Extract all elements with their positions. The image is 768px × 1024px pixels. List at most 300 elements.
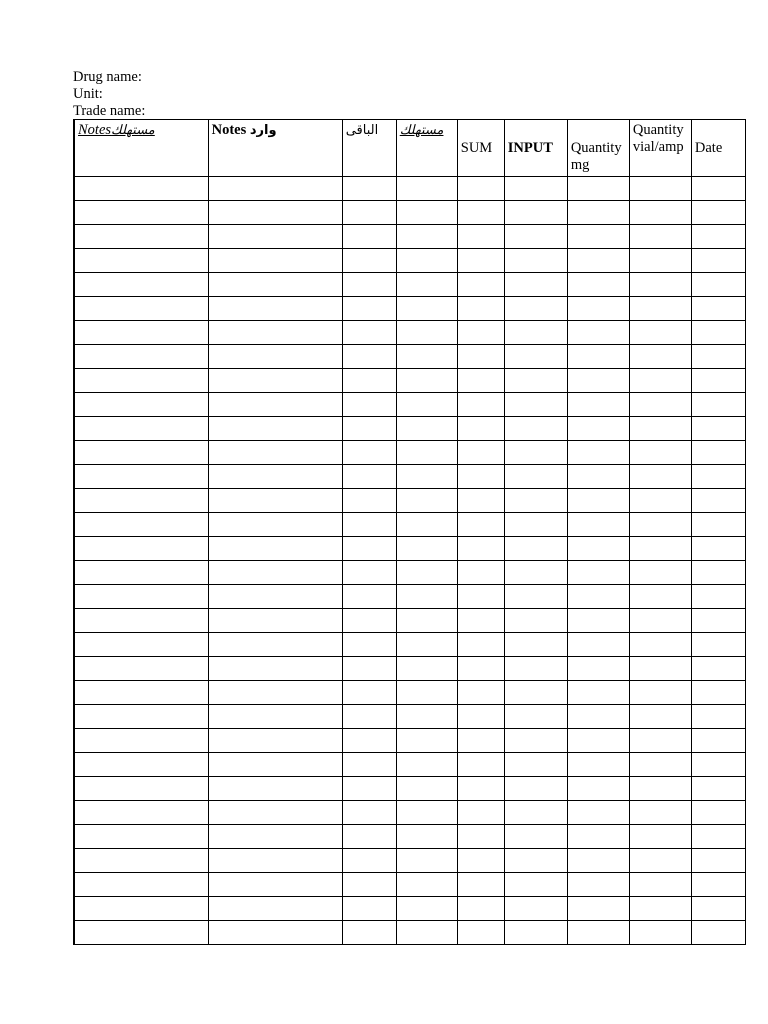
- table-cell-remaining[interactable]: [342, 345, 396, 369]
- table-cell-quantity-vial-amp[interactable]: [629, 537, 691, 561]
- table-cell-consumed[interactable]: [396, 657, 457, 681]
- table-cell-quantity-vial-amp[interactable]: [629, 561, 691, 585]
- table-cell-input[interactable]: [504, 705, 567, 729]
- table-cell-date[interactable]: [691, 489, 745, 513]
- table-cell-notes-consumed[interactable]: [74, 249, 208, 273]
- table-cell-quantity-mg[interactable]: [567, 681, 629, 705]
- table-cell-sum[interactable]: [457, 897, 504, 921]
- table-cell-notes-consumed[interactable]: [74, 417, 208, 441]
- table-cell-notes-input[interactable]: [208, 465, 342, 489]
- table-cell-quantity-vial-amp[interactable]: [629, 369, 691, 393]
- table-cell-remaining[interactable]: [342, 777, 396, 801]
- table-cell-date[interactable]: [691, 585, 745, 609]
- table-cell-remaining[interactable]: [342, 729, 396, 753]
- table-cell-sum[interactable]: [457, 273, 504, 297]
- table-cell-notes-consumed[interactable]: [74, 849, 208, 873]
- table-cell-notes-consumed[interactable]: [74, 513, 208, 537]
- table-cell-date[interactable]: [691, 753, 745, 777]
- table-cell-quantity-mg[interactable]: [567, 657, 629, 681]
- table-cell-consumed[interactable]: [396, 681, 457, 705]
- table-cell-input[interactable]: [504, 849, 567, 873]
- table-cell-remaining[interactable]: [342, 321, 396, 345]
- table-cell-notes-input[interactable]: [208, 825, 342, 849]
- table-cell-sum[interactable]: [457, 729, 504, 753]
- table-cell-consumed[interactable]: [396, 777, 457, 801]
- table-cell-input[interactable]: [504, 465, 567, 489]
- table-cell-quantity-vial-amp[interactable]: [629, 753, 691, 777]
- table-cell-date[interactable]: [691, 897, 745, 921]
- table-cell-input[interactable]: [504, 777, 567, 801]
- table-cell-quantity-mg[interactable]: [567, 849, 629, 873]
- table-cell-remaining[interactable]: [342, 249, 396, 273]
- table-cell-input[interactable]: [504, 897, 567, 921]
- table-cell-quantity-vial-amp[interactable]: [629, 585, 691, 609]
- table-cell-input[interactable]: [504, 657, 567, 681]
- col-header-sum: SUM: [457, 120, 504, 177]
- table-cell-quantity-mg[interactable]: [567, 513, 629, 537]
- table-cell-notes-consumed[interactable]: [74, 369, 208, 393]
- table-cell-date[interactable]: [691, 321, 745, 345]
- table-cell-quantity-mg[interactable]: [567, 633, 629, 657]
- table-cell-date[interactable]: [691, 705, 745, 729]
- table-cell-date[interactable]: [691, 441, 745, 465]
- table-cell-consumed[interactable]: [396, 897, 457, 921]
- table-cell-remaining[interactable]: [342, 537, 396, 561]
- table-cell-input[interactable]: [504, 801, 567, 825]
- table-cell-remaining[interactable]: [342, 225, 396, 249]
- table-cell-input[interactable]: [504, 609, 567, 633]
- table-cell-remaining[interactable]: [342, 441, 396, 465]
- table-cell-notes-consumed[interactable]: [74, 201, 208, 225]
- table-cell-input[interactable]: [504, 177, 567, 201]
- table-cell-remaining[interactable]: [342, 753, 396, 777]
- table-cell-date[interactable]: [691, 225, 745, 249]
- table-cell-sum[interactable]: [457, 537, 504, 561]
- table-cell-input[interactable]: [504, 489, 567, 513]
- table-cell-notes-input[interactable]: [208, 441, 342, 465]
- table-cell-input[interactable]: [504, 729, 567, 753]
- table-cell-input[interactable]: [504, 561, 567, 585]
- table-cell-remaining[interactable]: [342, 849, 396, 873]
- table-cell-notes-input[interactable]: [208, 489, 342, 513]
- table-cell-sum[interactable]: [457, 921, 504, 945]
- table-cell-date[interactable]: [691, 729, 745, 753]
- table-cell-input[interactable]: [504, 225, 567, 249]
- table-cell-quantity-mg[interactable]: [567, 705, 629, 729]
- table-cell-quantity-vial-amp[interactable]: [629, 633, 691, 657]
- table-cell-sum[interactable]: [457, 825, 504, 849]
- table-cell-quantity-mg[interactable]: [567, 897, 629, 921]
- table-cell-sum[interactable]: [457, 441, 504, 465]
- table-cell-notes-consumed[interactable]: [74, 633, 208, 657]
- table-cell-input[interactable]: [504, 825, 567, 849]
- table-cell-consumed[interactable]: [396, 705, 457, 729]
- table-cell-input[interactable]: [504, 633, 567, 657]
- table-cell-quantity-vial-amp[interactable]: [629, 513, 691, 537]
- table-cell-input[interactable]: [504, 873, 567, 897]
- table-cell-quantity-mg[interactable]: [567, 321, 629, 345]
- table-cell-notes-input[interactable]: [208, 921, 342, 945]
- table-cell-quantity-vial-amp[interactable]: [629, 849, 691, 873]
- table-cell-quantity-mg[interactable]: [567, 273, 629, 297]
- table-cell-quantity-mg[interactable]: [567, 393, 629, 417]
- table-cell-remaining[interactable]: [342, 297, 396, 321]
- table-cell-sum[interactable]: [457, 297, 504, 321]
- table-cell-consumed[interactable]: [396, 201, 457, 225]
- table-cell-remaining[interactable]: [342, 417, 396, 441]
- table-cell-input[interactable]: [504, 345, 567, 369]
- table-cell-consumed[interactable]: [396, 561, 457, 585]
- table-cell-quantity-mg[interactable]: [567, 297, 629, 321]
- table-cell-sum[interactable]: [457, 369, 504, 393]
- table-cell-notes-input[interactable]: [208, 345, 342, 369]
- table-cell-notes-input[interactable]: [208, 249, 342, 273]
- table-cell-input[interactable]: [504, 393, 567, 417]
- table-cell-remaining[interactable]: [342, 681, 396, 705]
- table-cell-quantity-mg[interactable]: [567, 369, 629, 393]
- table-cell-notes-consumed[interactable]: [74, 585, 208, 609]
- table-cell-remaining[interactable]: [342, 561, 396, 585]
- table-cell-notes-input[interactable]: [208, 561, 342, 585]
- table-cell-remaining[interactable]: [342, 705, 396, 729]
- table-cell-notes-consumed[interactable]: [74, 177, 208, 201]
- table-cell-date[interactable]: [691, 849, 745, 873]
- table-cell-sum[interactable]: [457, 393, 504, 417]
- table-cell-notes-input[interactable]: [208, 585, 342, 609]
- table-cell-sum[interactable]: [457, 657, 504, 681]
- table-cell-sum[interactable]: [457, 801, 504, 825]
- table-cell-consumed[interactable]: [396, 369, 457, 393]
- table-cell-notes-consumed[interactable]: [74, 321, 208, 345]
- table-cell-notes-consumed[interactable]: [74, 441, 208, 465]
- table-row: [74, 897, 746, 921]
- table-cell-input[interactable]: [504, 369, 567, 393]
- table-cell-quantity-mg[interactable]: [567, 345, 629, 369]
- table-cell-sum[interactable]: [457, 201, 504, 225]
- table-cell-input[interactable]: [504, 249, 567, 273]
- table-cell-date[interactable]: [691, 177, 745, 201]
- table-cell-date[interactable]: [691, 465, 745, 489]
- table-cell-consumed[interactable]: [396, 825, 457, 849]
- table-row: [74, 513, 746, 537]
- table-cell-notes-consumed[interactable]: [74, 681, 208, 705]
- table-cell-consumed[interactable]: [396, 345, 457, 369]
- table-cell-sum[interactable]: [457, 321, 504, 345]
- table-cell-date[interactable]: [691, 561, 745, 585]
- table-cell-notes-input[interactable]: [208, 633, 342, 657]
- table-cell-quantity-mg[interactable]: [567, 201, 629, 225]
- table-cell-quantity-mg[interactable]: [567, 777, 629, 801]
- table-cell-notes-consumed[interactable]: [74, 609, 208, 633]
- table-cell-notes-consumed[interactable]: [74, 561, 208, 585]
- table-cell-remaining[interactable]: [342, 825, 396, 849]
- table-cell-sum[interactable]: [457, 585, 504, 609]
- table-cell-sum[interactable]: [457, 417, 504, 441]
- table-cell-notes-consumed[interactable]: [74, 273, 208, 297]
- table-cell-quantity-vial-amp[interactable]: [629, 609, 691, 633]
- table-cell-consumed[interactable]: [396, 609, 457, 633]
- table-cell-quantity-vial-amp[interactable]: [629, 489, 691, 513]
- table-cell-quantity-vial-amp[interactable]: [629, 465, 691, 489]
- table-cell-sum[interactable]: [457, 777, 504, 801]
- table-cell-notes-input[interactable]: [208, 849, 342, 873]
- table-cell-sum[interactable]: [457, 465, 504, 489]
- table-cell-quantity-vial-amp[interactable]: [629, 321, 691, 345]
- table-cell-quantity-mg[interactable]: [567, 801, 629, 825]
- table-cell-date[interactable]: [691, 417, 745, 441]
- table-cell-consumed[interactable]: [396, 417, 457, 441]
- table-cell-remaining[interactable]: [342, 393, 396, 417]
- table-cell-sum[interactable]: [457, 681, 504, 705]
- table-cell-consumed[interactable]: [396, 873, 457, 897]
- table-cell-quantity-vial-amp[interactable]: [629, 249, 691, 273]
- table-cell-quantity-mg[interactable]: [567, 465, 629, 489]
- table-cell-quantity-mg[interactable]: [567, 225, 629, 249]
- table-cell-notes-consumed[interactable]: [74, 873, 208, 897]
- table-cell-date[interactable]: [691, 777, 745, 801]
- table-cell-consumed[interactable]: [396, 753, 457, 777]
- table-cell-sum[interactable]: [457, 753, 504, 777]
- table-row: [74, 729, 746, 753]
- table-cell-sum[interactable]: [457, 177, 504, 201]
- table-cell-sum[interactable]: [457, 345, 504, 369]
- table-cell-notes-input[interactable]: [208, 729, 342, 753]
- table-cell-remaining[interactable]: [342, 489, 396, 513]
- table-cell-remaining[interactable]: [342, 609, 396, 633]
- table-cell-remaining[interactable]: [342, 177, 396, 201]
- table-cell-quantity-vial-amp[interactable]: [629, 921, 691, 945]
- table-cell-input[interactable]: [504, 921, 567, 945]
- drug-ledger-table: [73, 119, 746, 945]
- table-cell-sum[interactable]: [457, 609, 504, 633]
- table-cell-quantity-mg[interactable]: [567, 441, 629, 465]
- table-cell-quantity-vial-amp[interactable]: [629, 705, 691, 729]
- table-cell-date[interactable]: [691, 513, 745, 537]
- table-cell-consumed[interactable]: [396, 801, 457, 825]
- table-cell-notes-consumed[interactable]: [74, 921, 208, 945]
- table-cell-date[interactable]: [691, 801, 745, 825]
- table-cell-date[interactable]: [691, 393, 745, 417]
- table-cell-sum[interactable]: [457, 873, 504, 897]
- table-cell-sum[interactable]: [457, 225, 504, 249]
- table-cell-notes-input[interactable]: [208, 897, 342, 921]
- table-cell-notes-consumed[interactable]: [74, 297, 208, 321]
- table-cell-notes-input[interactable]: [208, 777, 342, 801]
- table-cell-quantity-vial-amp[interactable]: [629, 417, 691, 441]
- table-cell-quantity-vial-amp[interactable]: [629, 825, 691, 849]
- table-cell-notes-input[interactable]: [208, 753, 342, 777]
- table-cell-notes-input[interactable]: [208, 609, 342, 633]
- table-cell-quantity-mg[interactable]: [567, 729, 629, 753]
- table-cell-notes-consumed[interactable]: [74, 465, 208, 489]
- table-cell-notes-input[interactable]: [208, 657, 342, 681]
- table-cell-quantity-vial-amp[interactable]: [629, 801, 691, 825]
- table-cell-notes-input[interactable]: [208, 201, 342, 225]
- table-cell-notes-consumed[interactable]: [74, 345, 208, 369]
- table-cell-notes-consumed[interactable]: [74, 801, 208, 825]
- table-cell-quantity-mg[interactable]: [567, 537, 629, 561]
- table-cell-notes-input[interactable]: [208, 537, 342, 561]
- table-cell-notes-input[interactable]: [208, 513, 342, 537]
- table-cell-notes-consumed[interactable]: [74, 825, 208, 849]
- table-cell-notes-input[interactable]: [208, 873, 342, 897]
- table-cell-consumed[interactable]: [396, 321, 457, 345]
- table-cell-quantity-vial-amp[interactable]: [629, 177, 691, 201]
- table-cell-remaining[interactable]: [342, 513, 396, 537]
- table-cell-date[interactable]: [691, 657, 745, 681]
- table-cell-remaining[interactable]: [342, 369, 396, 393]
- table-cell-consumed[interactable]: [396, 249, 457, 273]
- table-cell-notes-input[interactable]: [208, 705, 342, 729]
- table-cell-quantity-vial-amp[interactable]: [629, 345, 691, 369]
- table-cell-quantity-mg[interactable]: [567, 825, 629, 849]
- table-cell-date[interactable]: [691, 537, 745, 561]
- table-cell-quantity-mg[interactable]: [567, 921, 629, 945]
- table-cell-quantity-mg[interactable]: [567, 177, 629, 201]
- table-cell-quantity-vial-amp[interactable]: [629, 681, 691, 705]
- table-cell-remaining[interactable]: [342, 921, 396, 945]
- table-cell-date[interactable]: [691, 609, 745, 633]
- table-cell-sum[interactable]: [457, 249, 504, 273]
- table-cell-input[interactable]: [504, 753, 567, 777]
- table-cell-notes-consumed[interactable]: [74, 657, 208, 681]
- table-cell-quantity-mg[interactable]: [567, 561, 629, 585]
- table-cell-notes-consumed[interactable]: [74, 225, 208, 249]
- table-cell-input[interactable]: [504, 321, 567, 345]
- table-cell-date[interactable]: [691, 921, 745, 945]
- table-cell-remaining[interactable]: [342, 801, 396, 825]
- table-cell-remaining[interactable]: [342, 273, 396, 297]
- table-cell-input[interactable]: [504, 417, 567, 441]
- table-cell-quantity-mg[interactable]: [567, 489, 629, 513]
- table-cell-quantity-vial-amp[interactable]: [629, 225, 691, 249]
- table-cell-quantity-mg[interactable]: [567, 585, 629, 609]
- table-cell-input[interactable]: [504, 585, 567, 609]
- table-cell-sum[interactable]: [457, 513, 504, 537]
- table-row: [74, 393, 746, 417]
- table-cell-quantity-vial-amp[interactable]: [629, 897, 691, 921]
- table-cell-input[interactable]: [504, 273, 567, 297]
- table-cell-notes-input[interactable]: [208, 321, 342, 345]
- table-cell-notes-input[interactable]: [208, 681, 342, 705]
- table-cell-remaining[interactable]: [342, 873, 396, 897]
- table-cell-notes-input[interactable]: [208, 273, 342, 297]
- table-cell-input[interactable]: [504, 513, 567, 537]
- table-cell-consumed[interactable]: [396, 537, 457, 561]
- table-cell-quantity-vial-amp[interactable]: [629, 777, 691, 801]
- table-cell-notes-input[interactable]: [208, 393, 342, 417]
- table-cell-notes-input[interactable]: [208, 417, 342, 441]
- table-row: [74, 489, 746, 513]
- table-cell-sum[interactable]: [457, 705, 504, 729]
- table-cell-input[interactable]: [504, 201, 567, 225]
- table-cell-quantity-vial-amp[interactable]: [629, 297, 691, 321]
- table-cell-date[interactable]: [691, 273, 745, 297]
- table-cell-notes-consumed[interactable]: [74, 753, 208, 777]
- table-cell-quantity-vial-amp[interactable]: [629, 201, 691, 225]
- table-cell-quantity-mg[interactable]: [567, 609, 629, 633]
- table-cell-input[interactable]: [504, 441, 567, 465]
- table-cell-consumed[interactable]: [396, 441, 457, 465]
- table-cell-date[interactable]: [691, 681, 745, 705]
- table-cell-consumed[interactable]: [396, 513, 457, 537]
- table-cell-consumed[interactable]: [396, 225, 457, 249]
- table-cell-consumed[interactable]: [396, 729, 457, 753]
- table-cell-input[interactable]: [504, 297, 567, 321]
- table-cell-input[interactable]: [504, 681, 567, 705]
- table-cell-date[interactable]: [691, 201, 745, 225]
- drug-name-label: Drug name:: [73, 69, 142, 85]
- table-cell-input[interactable]: [504, 537, 567, 561]
- table-cell-date[interactable]: [691, 249, 745, 273]
- table-cell-notes-consumed[interactable]: [74, 489, 208, 513]
- trade-name-label: Trade name:: [73, 103, 146, 119]
- table-cell-notes-consumed[interactable]: [74, 393, 208, 417]
- table-cell-notes-input[interactable]: [208, 369, 342, 393]
- table-cell-consumed[interactable]: [396, 585, 457, 609]
- table-cell-date[interactable]: [691, 345, 745, 369]
- table-cell-consumed[interactable]: [396, 921, 457, 945]
- table-cell-remaining[interactable]: [342, 657, 396, 681]
- table-cell-notes-consumed[interactable]: [74, 729, 208, 753]
- table-cell-quantity-vial-amp[interactable]: [629, 393, 691, 417]
- table-cell-consumed[interactable]: [396, 273, 457, 297]
- table-cell-remaining[interactable]: [342, 633, 396, 657]
- table-cell-date[interactable]: [691, 825, 745, 849]
- table-cell-quantity-mg[interactable]: [567, 417, 629, 441]
- table-cell-quantity-mg[interactable]: [567, 753, 629, 777]
- table-row: [74, 417, 746, 441]
- table-cell-quantity-mg[interactable]: [567, 249, 629, 273]
- table-cell-consumed[interactable]: [396, 297, 457, 321]
- table-cell-quantity-vial-amp[interactable]: [629, 873, 691, 897]
- table-cell-remaining[interactable]: [342, 897, 396, 921]
- table-cell-sum[interactable]: [457, 561, 504, 585]
- table-cell-notes-input[interactable]: [208, 225, 342, 249]
- table-cell-consumed[interactable]: [396, 849, 457, 873]
- table-cell-consumed[interactable]: [396, 633, 457, 657]
- table-cell-quantity-vial-amp[interactable]: [629, 657, 691, 681]
- table-cell-notes-input[interactable]: [208, 177, 342, 201]
- table-cell-consumed[interactable]: [396, 489, 457, 513]
- table-cell-remaining[interactable]: [342, 201, 396, 225]
- table-cell-notes-consumed[interactable]: [74, 705, 208, 729]
- table-cell-quantity-vial-amp[interactable]: [629, 273, 691, 297]
- table-cell-remaining[interactable]: [342, 465, 396, 489]
- table-cell-notes-consumed[interactable]: [74, 897, 208, 921]
- table-cell-notes-consumed[interactable]: [74, 777, 208, 801]
- table-cell-date[interactable]: [691, 297, 745, 321]
- table-cell-notes-input[interactable]: [208, 297, 342, 321]
- table-cell-date[interactable]: [691, 873, 745, 897]
- table-cell-quantity-vial-amp[interactable]: [629, 729, 691, 753]
- table-cell-quantity-vial-amp[interactable]: [629, 441, 691, 465]
- table-cell-notes-input[interactable]: [208, 801, 342, 825]
- table-cell-date[interactable]: [691, 633, 745, 657]
- table-cell-remaining[interactable]: [342, 585, 396, 609]
- table-cell-quantity-mg[interactable]: [567, 873, 629, 897]
- table-cell-sum[interactable]: [457, 633, 504, 657]
- table-row: [74, 801, 746, 825]
- table-row: [74, 273, 746, 297]
- table-cell-sum[interactable]: [457, 489, 504, 513]
- table-cell-date[interactable]: [691, 369, 745, 393]
- table-cell-consumed[interactable]: [396, 177, 457, 201]
- table-cell-consumed[interactable]: [396, 465, 457, 489]
- table-cell-sum[interactable]: [457, 849, 504, 873]
- table-cell-notes-consumed[interactable]: [74, 537, 208, 561]
- table-cell-consumed[interactable]: [396, 393, 457, 417]
